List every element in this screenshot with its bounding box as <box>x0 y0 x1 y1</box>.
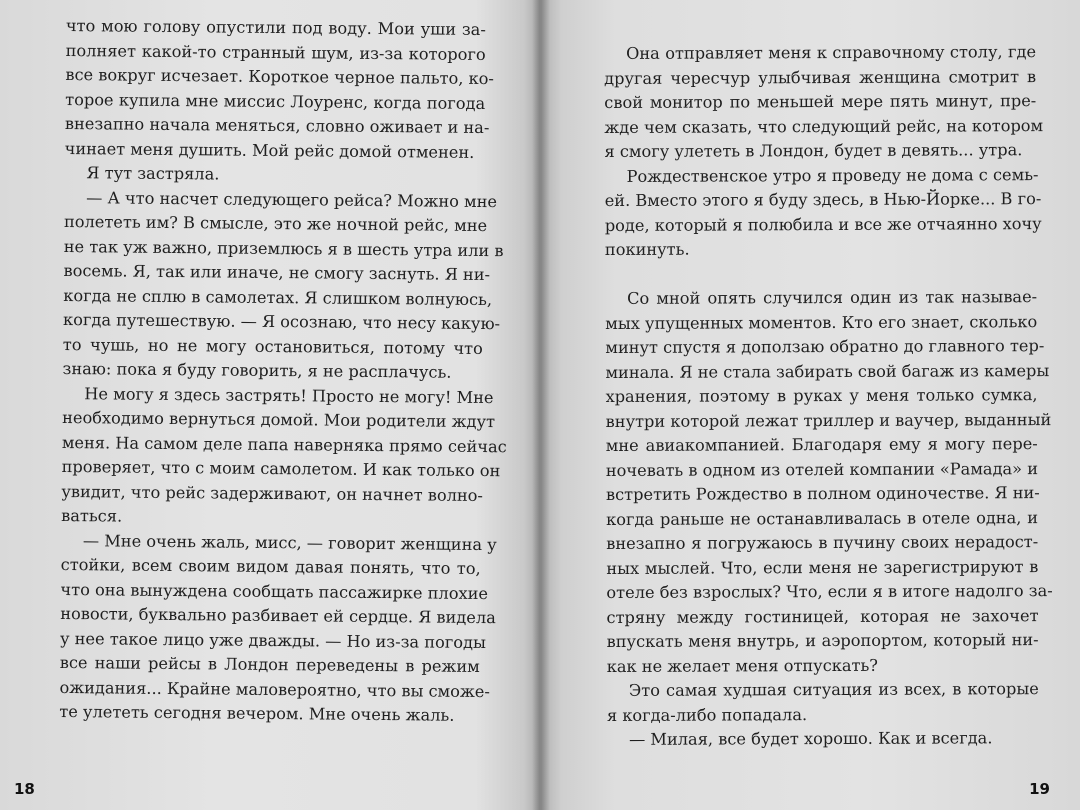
text-line: я смогу улететь в Лондон, будет в девять... утра. <box>604 140 1023 161</box>
text-line: что мою голову опустили под воду. Мои уши за- <box>65 15 486 40</box>
text-line: — Мне очень жаль, мисс, — говорит женщина у <box>82 530 497 554</box>
text-line: Я тут застряла. <box>86 163 220 184</box>
text-line: — А что насчет следующего рейса? Можно мне <box>86 187 498 211</box>
text-line: ночевать в одном из отелей компании «Рамада» и <box>605 458 1039 480</box>
text-line: стряну между гостиницей, которая не захочет <box>606 605 1039 627</box>
text-line: Не могу я здесь застрять! Просто не могу! Мне <box>84 383 494 407</box>
text-line: у нее такое лицо уже дважды. — Но из-за погоды <box>59 628 486 652</box>
text-line: как не желает меня отпускать? <box>606 655 879 676</box>
book-gutter <box>532 0 550 810</box>
text-line: не так уж важно, приземлюсь я в шесть утра или в <box>63 236 504 260</box>
text-line: внезапно я погружаюсь в пучину своих нерадост- <box>606 532 1039 553</box>
text-line: когда не сплю в самолетах. Я слишком волнуюсь, <box>63 285 493 309</box>
text-line: мых упущенных моментов. Кто его знает, сколько <box>605 311 1038 333</box>
text-line: все вокруг исчезает. Короткое черное пальто, ко- <box>65 64 495 89</box>
text-line: другая чересчур улыбчивая женщина смотрит в <box>604 66 1037 88</box>
text-line: меня. На самом деле папа наверняка прямо сейчас <box>61 432 507 456</box>
text-line: мне авиакомпанией. Благодаря ему я могу пере- <box>605 434 1038 455</box>
text-line: внутри которой лежат триллер и ваучер, выданный <box>605 409 1052 431</box>
text-line: Она отправляет меня к справочному столу, где <box>626 42 1037 63</box>
text-line: новости, буквально разбивает ей сердце. Я видела <box>60 603 496 628</box>
text-line: роде, который я полюбила и все же отчаянно хочу <box>604 213 1042 235</box>
text-line: когда раньше не останавливалась в отеле одна, и <box>606 507 1039 529</box>
right-page <box>540 0 1080 810</box>
text-line: ей. Вместо этого я буду здесь, в Нью-Йорке... В го- <box>604 189 1042 210</box>
text-line: внезапно начала меняться, словно оживает и на- <box>64 113 490 138</box>
text-line: те улететь сегодня вечером. Мне очень жаль. <box>59 701 455 725</box>
text-line: я когда-либо попадала. <box>606 704 808 725</box>
text-line: увидит, что рейс задерживают, он начнет волно- <box>61 481 484 505</box>
text-line: минала. Я не стала забирать свой багаж из камеры <box>605 360 1050 382</box>
text-line: стойки, всем своим видом давая понять, что то, <box>60 554 481 579</box>
page-number: 18 <box>14 780 35 798</box>
text-line: Это самая худшая ситуация из всех, в которые <box>628 679 1039 700</box>
text-line: свой монитор по меньшей мере пять минут, пре- <box>604 91 1037 112</box>
text-line: встретить Рождество в полном одиночестве. Я ни- <box>605 483 1040 504</box>
text-line: Со мной опять случился один из так называе- <box>627 287 1038 308</box>
text-line: торое купила мне миссис Лоуренс, когда погода <box>65 89 486 113</box>
text-line: чинает меня душить. Мой рейс домой отменен. <box>64 138 475 162</box>
text-line: ожидания... Крайне маловероятно, что вы сможе- <box>59 677 490 701</box>
text-line: покинуть. <box>604 239 690 259</box>
text-line: все наши рейсы в Лондон переведены в режим <box>59 652 480 677</box>
text-line: жде чем сказать, что следующий рейс, на котором <box>604 115 1044 137</box>
text-line: знаю: пока я буду говорить, я не расплачусь. <box>62 358 452 382</box>
page-number: 19 <box>1029 780 1050 798</box>
text-line: Рождественское утро я проведу не дома с семь- <box>626 164 1039 186</box>
text-line: проверяет, что с моим самолетом. И как только он <box>61 456 501 481</box>
text-line: полететь им? В смысле, это же ночной рейс, мне <box>63 211 488 236</box>
text-line: когда путешествую. — Я осознаю, что несу какую- <box>62 309 501 334</box>
blank-line <box>605 261 1037 287</box>
text-line: что она вынуждена сообщать пассажирке плохие <box>60 579 489 603</box>
text-line: минут спустя я доползаю обратно до главного тер- <box>605 336 1045 357</box>
text-line: впускать меня внутрь, и аэропортом, который ни- <box>606 630 1039 651</box>
text-line: то чушь, но не могу остановиться, потому что <box>62 334 483 358</box>
text-line: ваться. <box>61 505 123 526</box>
text-line: отеле без взрослых? Что, если я в итоге надолго за- <box>606 581 1053 602</box>
text-line: полняет какой-то странный шум, из-за которого <box>65 40 486 64</box>
right-page-text <box>604 40 1053 752</box>
left-page-text <box>59 14 507 728</box>
text-line: восемь. Я, так или иначе, не смогу заснуть. Я ни- <box>63 260 491 285</box>
text-line: хранения, поэтому в руках у меня только сумка, <box>605 385 1038 406</box>
text-line: необходимо вернуться домой. Мои родители ждут <box>62 407 496 432</box>
text-line: ных мыслей. Что, если меня не зарегистрируют в <box>606 556 1039 578</box>
text-line: — Милая, все будет хорошо. Как и всегда. <box>629 728 993 749</box>
